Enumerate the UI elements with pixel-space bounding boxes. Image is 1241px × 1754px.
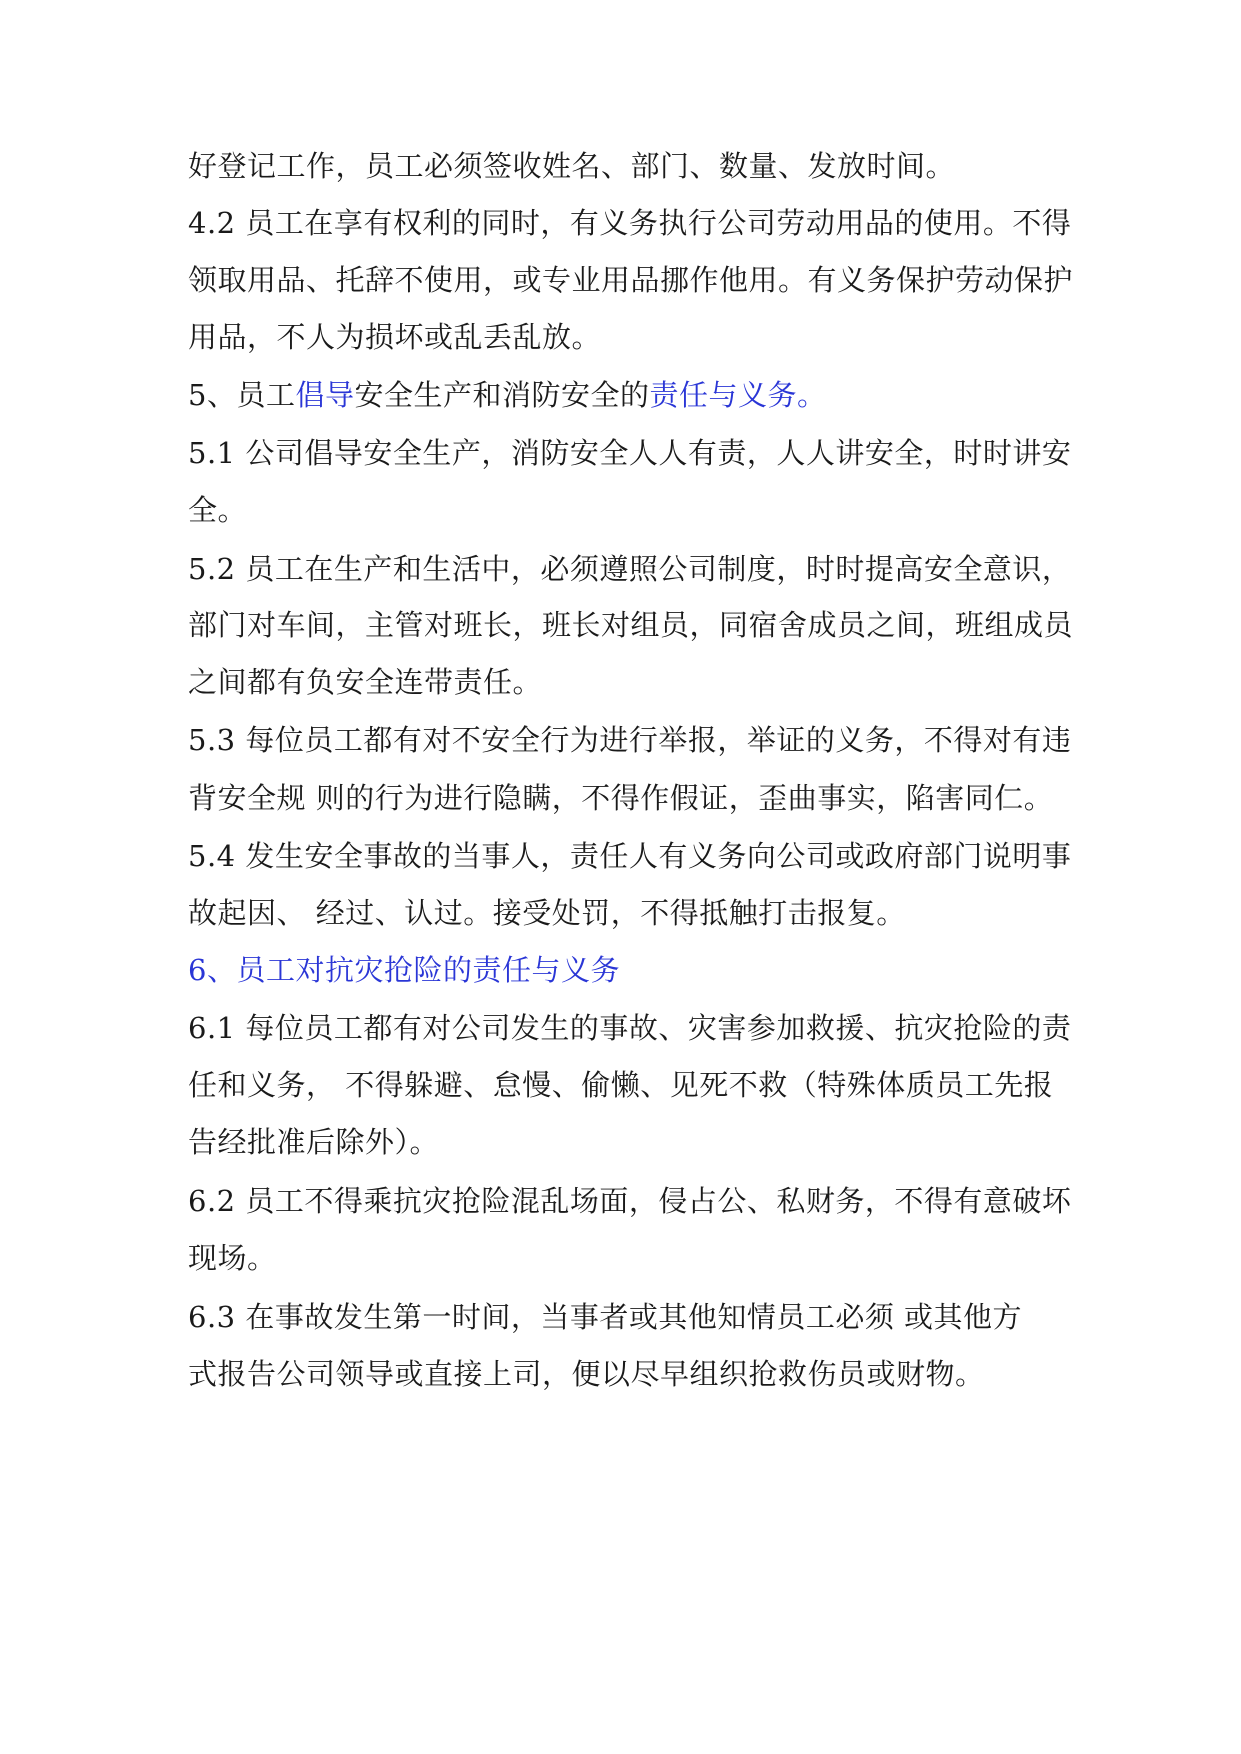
paragraph-line: 4.2 员工在享有权利的同时，有义务执行公司劳动用品的使用。不得	[188, 206, 1072, 240]
highlighted-term: 倡导	[295, 378, 355, 412]
paragraph-line: 领取用品、托辞不使用，或专业用品挪作他用。有义务保护劳动保护	[188, 263, 1074, 297]
paragraph-line: 用品，不人为损坏或乱丢乱放。	[188, 320, 602, 354]
paragraph-line: 任和义务， 不得躲避、怠慢、偷懒、见死不救（特殊体质员工先报	[188, 1068, 1054, 1102]
paragraph-line: 6.1 每位员工都有对公司发生的事故、灾害参加救援、抗灾抢险的责	[188, 1011, 1072, 1045]
paragraph-line: 告经批准后除外）。	[188, 1125, 440, 1159]
paragraph-line: 6.2 员工不得乘抗灾抢险混乱场面，侵占公、私财务，不得有意破坏	[188, 1184, 1072, 1218]
paragraph-line: 背安全规 则的行为进行隐瞒，不得作假证，歪曲事实，陷害同仁。	[188, 781, 1054, 815]
paragraph-line: 5.4 发生安全事故的当事人，责任人有义务向公司或政府部门说明事	[188, 839, 1072, 873]
paragraph-line: 式报告公司领导或直接上司，便以尽早组织抢救伤员或财物。	[188, 1357, 985, 1391]
heading-text: 5、员工	[188, 378, 296, 412]
paragraph-line: 部门对车间，主管对班长，班长对组员，同宿舍成员之间，班组成员	[188, 608, 1074, 642]
paragraph-line: 之间都有负安全连带责任。	[188, 665, 543, 699]
section-heading-5	[188, 375, 827, 415]
paragraph-line: 5.1 公司倡导安全生产，消防安全人人有责，人人讲安全，时时讲安	[188, 436, 1072, 470]
paragraph-line: 现场。	[188, 1241, 277, 1275]
paragraph-line: 6.3 在事故发生第一时间，当事者或其他知情员工必须 或其他方	[188, 1300, 1023, 1334]
paragraph-line: 全。	[188, 493, 248, 527]
paragraph-line: 故起因、 经过、认过。接受处罚，不得抵触打击报复。	[188, 896, 906, 930]
paragraph-line: 好登记工作，员工必须签收姓名、部门、数量、发放时间。	[188, 149, 956, 183]
paragraph-line: 5.3 每位员工都有对不安全行为进行举报，举证的义务，不得对有违	[188, 723, 1072, 757]
paragraph-line: 5.2 员工在生产和生活中，必须遵照公司制度，时时提高安全意识，	[188, 552, 1072, 586]
highlighted-term: 责任与义务。	[649, 378, 827, 412]
heading-text: 安全生产和消防安全的	[354, 378, 650, 412]
section-heading-6: 6、员工对抗灾抢险的责任与义务	[188, 953, 620, 987]
